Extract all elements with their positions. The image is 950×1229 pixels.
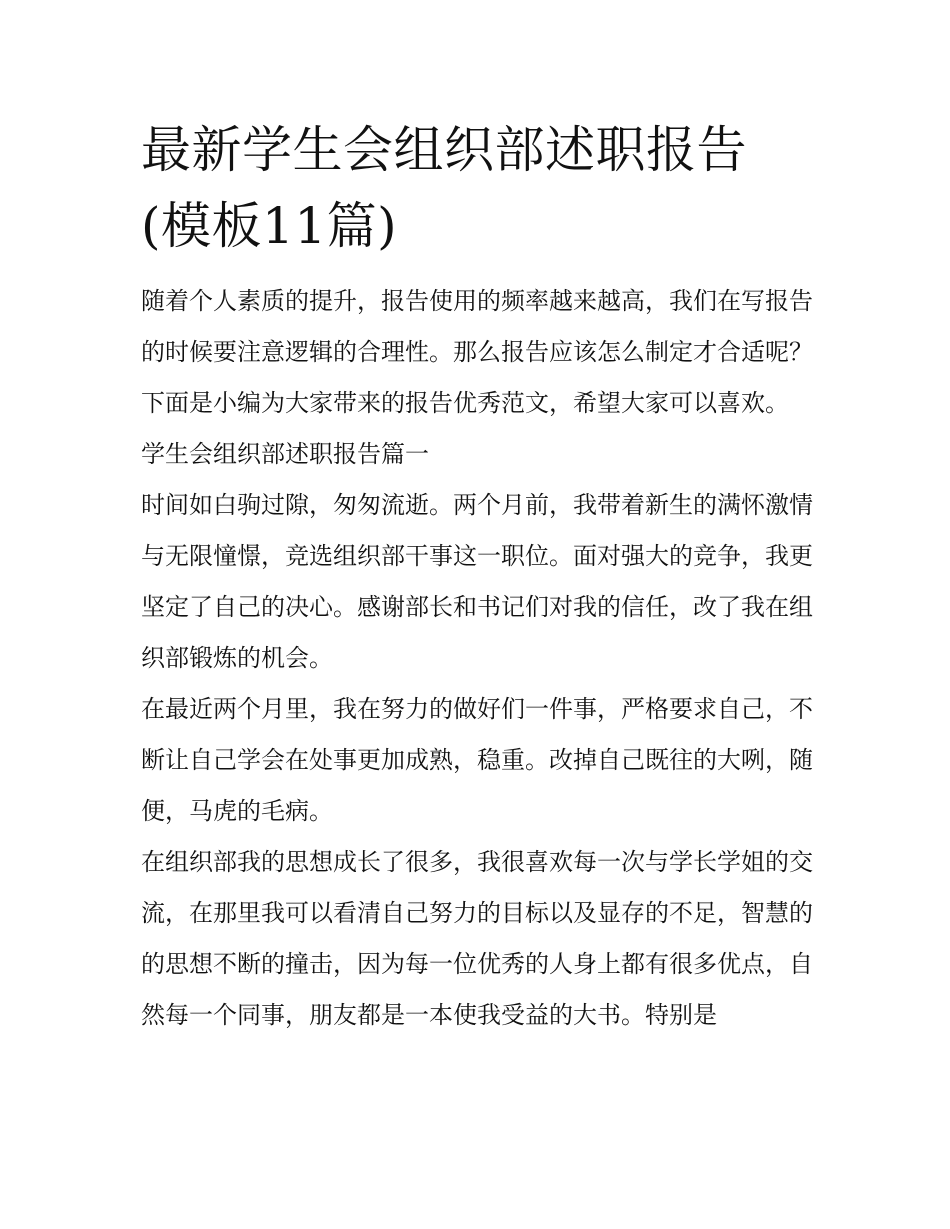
body-paragraph-3: 在组织部我的思想成长了很多，我很喜欢每一次与学长学姐的交流，在那里我可以看清自己努力的目标以及显存的不足，智慧的的思想不断的撞击，因为每一位优秀的人身上都有很多优点，自然每一个同事，朋友都是一本使我受益的大书。特别是: [141, 848, 813, 1029]
document-page: [141, 112, 813, 1041]
intro-paragraph: 随着个人素质的提升，报告使用的频率越来越高，我们在写报告的时候要注意逻辑的合理性。那么报告应该怎么制定才合适呢？下面是小编为大家带来的报告优秀范文，希望大家可以喜欢。: [141, 287, 813, 417]
body-paragraph-2: 在最近两个月里，我在努力的做好们一件事，严格要求自己，不断让自己学会在处事更加成熟，稳重。改掉自己既往的大咧，随便，马虎的毛病。: [141, 695, 813, 825]
body-paragraph-1: 时间如白驹过隙，匆匆流逝。两个月前，我带着新生的满怀激情与无限憧憬，竞选组织部干事这一职位。面对强大的竞争，我更坚定了自己的决心。感谢部长和书记们对我的信任，改了我在组织部锻炼的机会。: [141, 491, 813, 672]
document-title: 最新学生会组织部述职报告(模板11篇): [141, 121, 747, 255]
section-heading: 学生会组织部述职报告篇一: [141, 440, 429, 468]
